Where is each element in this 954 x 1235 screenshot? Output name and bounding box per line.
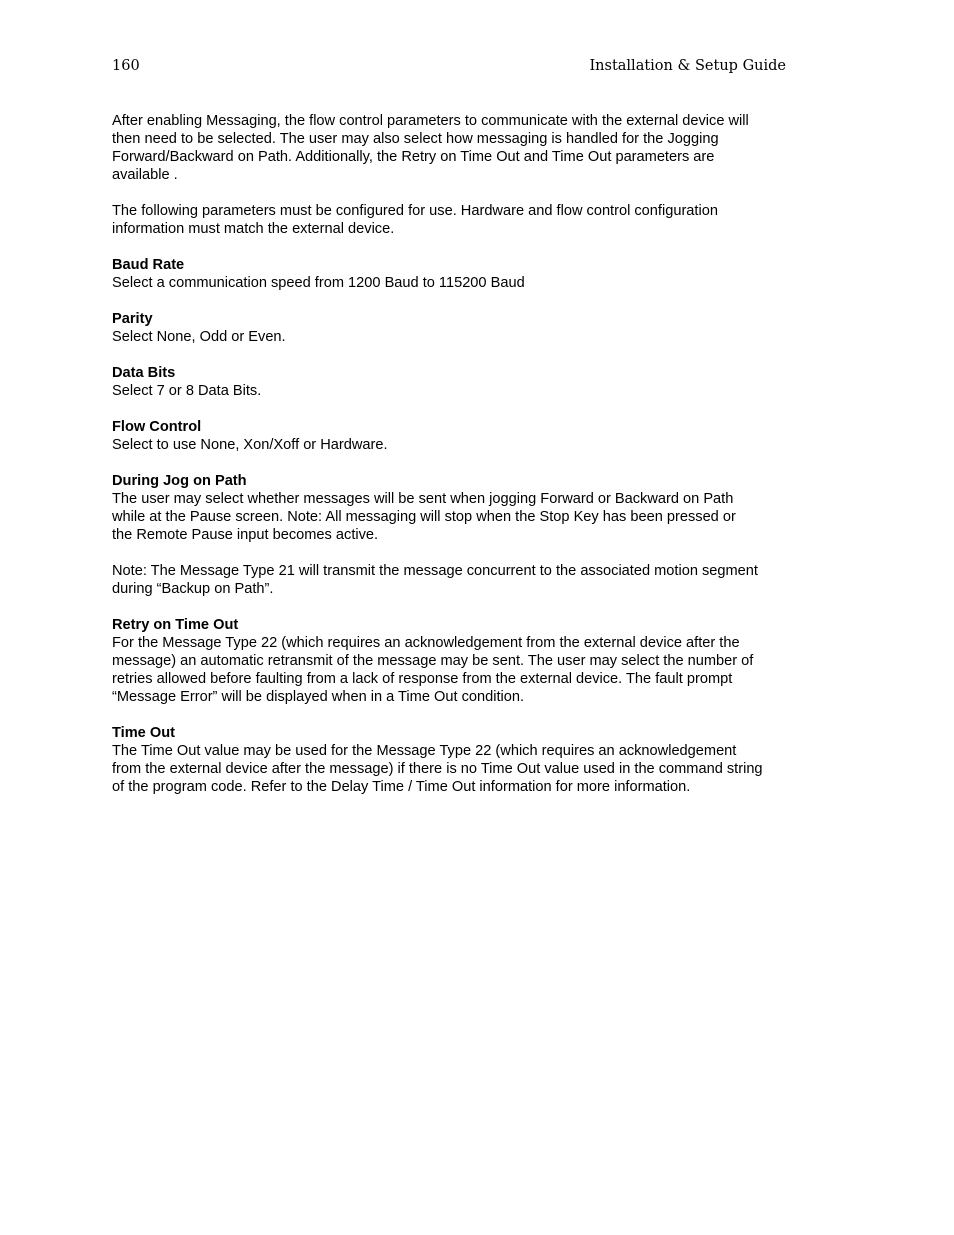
section-during-jog-on-path — [112, 472, 817, 544]
section-heading: Data Bits — [112, 365, 176, 381]
section-heading: Retry on Time Out — [112, 617, 239, 633]
page-header — [112, 56, 786, 76]
text-line: The Time Out value may be used for the Message Type 22 (which requires an acknowledgement — [112, 743, 737, 759]
text-line: available . — [112, 167, 178, 183]
guide-title: Installation & Setup Guide — [589, 58, 786, 74]
config-paragraph — [112, 202, 817, 238]
text-line: while at the Pause screen. Note: All messaging will stop when the Stop Key has been pressed or — [112, 509, 736, 525]
text-line: information must match the external device. — [112, 221, 395, 237]
paragraph-gap — [112, 544, 817, 562]
intro-paragraph — [112, 112, 817, 184]
section-heading: Baud Rate — [112, 257, 185, 273]
text-line: Select a communication speed from 1200 Baud to 115200 Baud — [112, 275, 525, 291]
section-flow-control — [112, 418, 817, 454]
paragraph-gap — [112, 184, 817, 202]
section-heading: Flow Control — [112, 419, 202, 435]
paragraph-gap — [112, 598, 817, 616]
text-line: then need to be selected. The user may also select how messaging is handled for the Jogging — [112, 131, 719, 147]
section-retry-on-time-out — [112, 616, 817, 706]
text-line: of the program code. Refer to the Delay Time / Time Out information for more information. — [112, 779, 691, 795]
text-line: Select None, Odd or Even. — [112, 329, 286, 345]
paragraph-gap — [112, 292, 817, 310]
section-baud-rate — [112, 256, 817, 292]
text-line: The user may select whether messages will be sent when jogging Forward or Backward on Path — [112, 491, 734, 507]
text-line: “Message Error” will be displayed when in a Time Out condition. — [112, 689, 525, 705]
text-line: during “Backup on Path”. — [112, 581, 274, 597]
text-line: Select 7 or 8 Data Bits. — [112, 383, 262, 399]
section-heading: During Jog on Path — [112, 473, 247, 489]
text-line: Note: The Message Type 21 will transmit the message concurrent to the associated motion segment — [112, 563, 758, 579]
text-line: retries allowed before faulting from a lack of response from the external device. The fault prompt — [112, 671, 733, 687]
page-content — [112, 112, 817, 796]
section-data-bits — [112, 364, 817, 400]
paragraph-gap — [112, 454, 817, 472]
text-line: message) an automatic retransmit of the message may be sent. The user may select the number of — [112, 653, 754, 669]
section-heading: Time Out — [112, 725, 175, 741]
paragraph-gap — [112, 400, 817, 418]
page-number: 160 — [112, 58, 140, 74]
paragraph-gap — [112, 238, 817, 256]
text-line: The following parameters must be configured for use. Hardware and flow control configuration — [112, 203, 718, 219]
text-line: For the Message Type 22 (which requires an acknowledgement from the external device after the — [112, 635, 740, 651]
section-time-out — [112, 724, 817, 796]
section-heading: Parity — [112, 311, 153, 327]
text-line: After enabling Messaging, the flow control parameters to communicate with the external device will — [112, 113, 749, 129]
text-line: the Remote Pause input becomes active. — [112, 527, 379, 543]
message-type-21-note — [112, 562, 817, 598]
paragraph-gap — [112, 346, 817, 364]
paragraph-gap — [112, 706, 817, 724]
section-parity — [112, 310, 817, 346]
text-line: Forward/Backward on Path. Additionally, the Retry on Time Out and Time Out parameters are — [112, 149, 715, 165]
text-line: from the external device after the message) if there is no Time Out value used in the command string — [112, 761, 763, 777]
text-line: Select to use None, Xon/Xoff or Hardware. — [112, 437, 388, 453]
